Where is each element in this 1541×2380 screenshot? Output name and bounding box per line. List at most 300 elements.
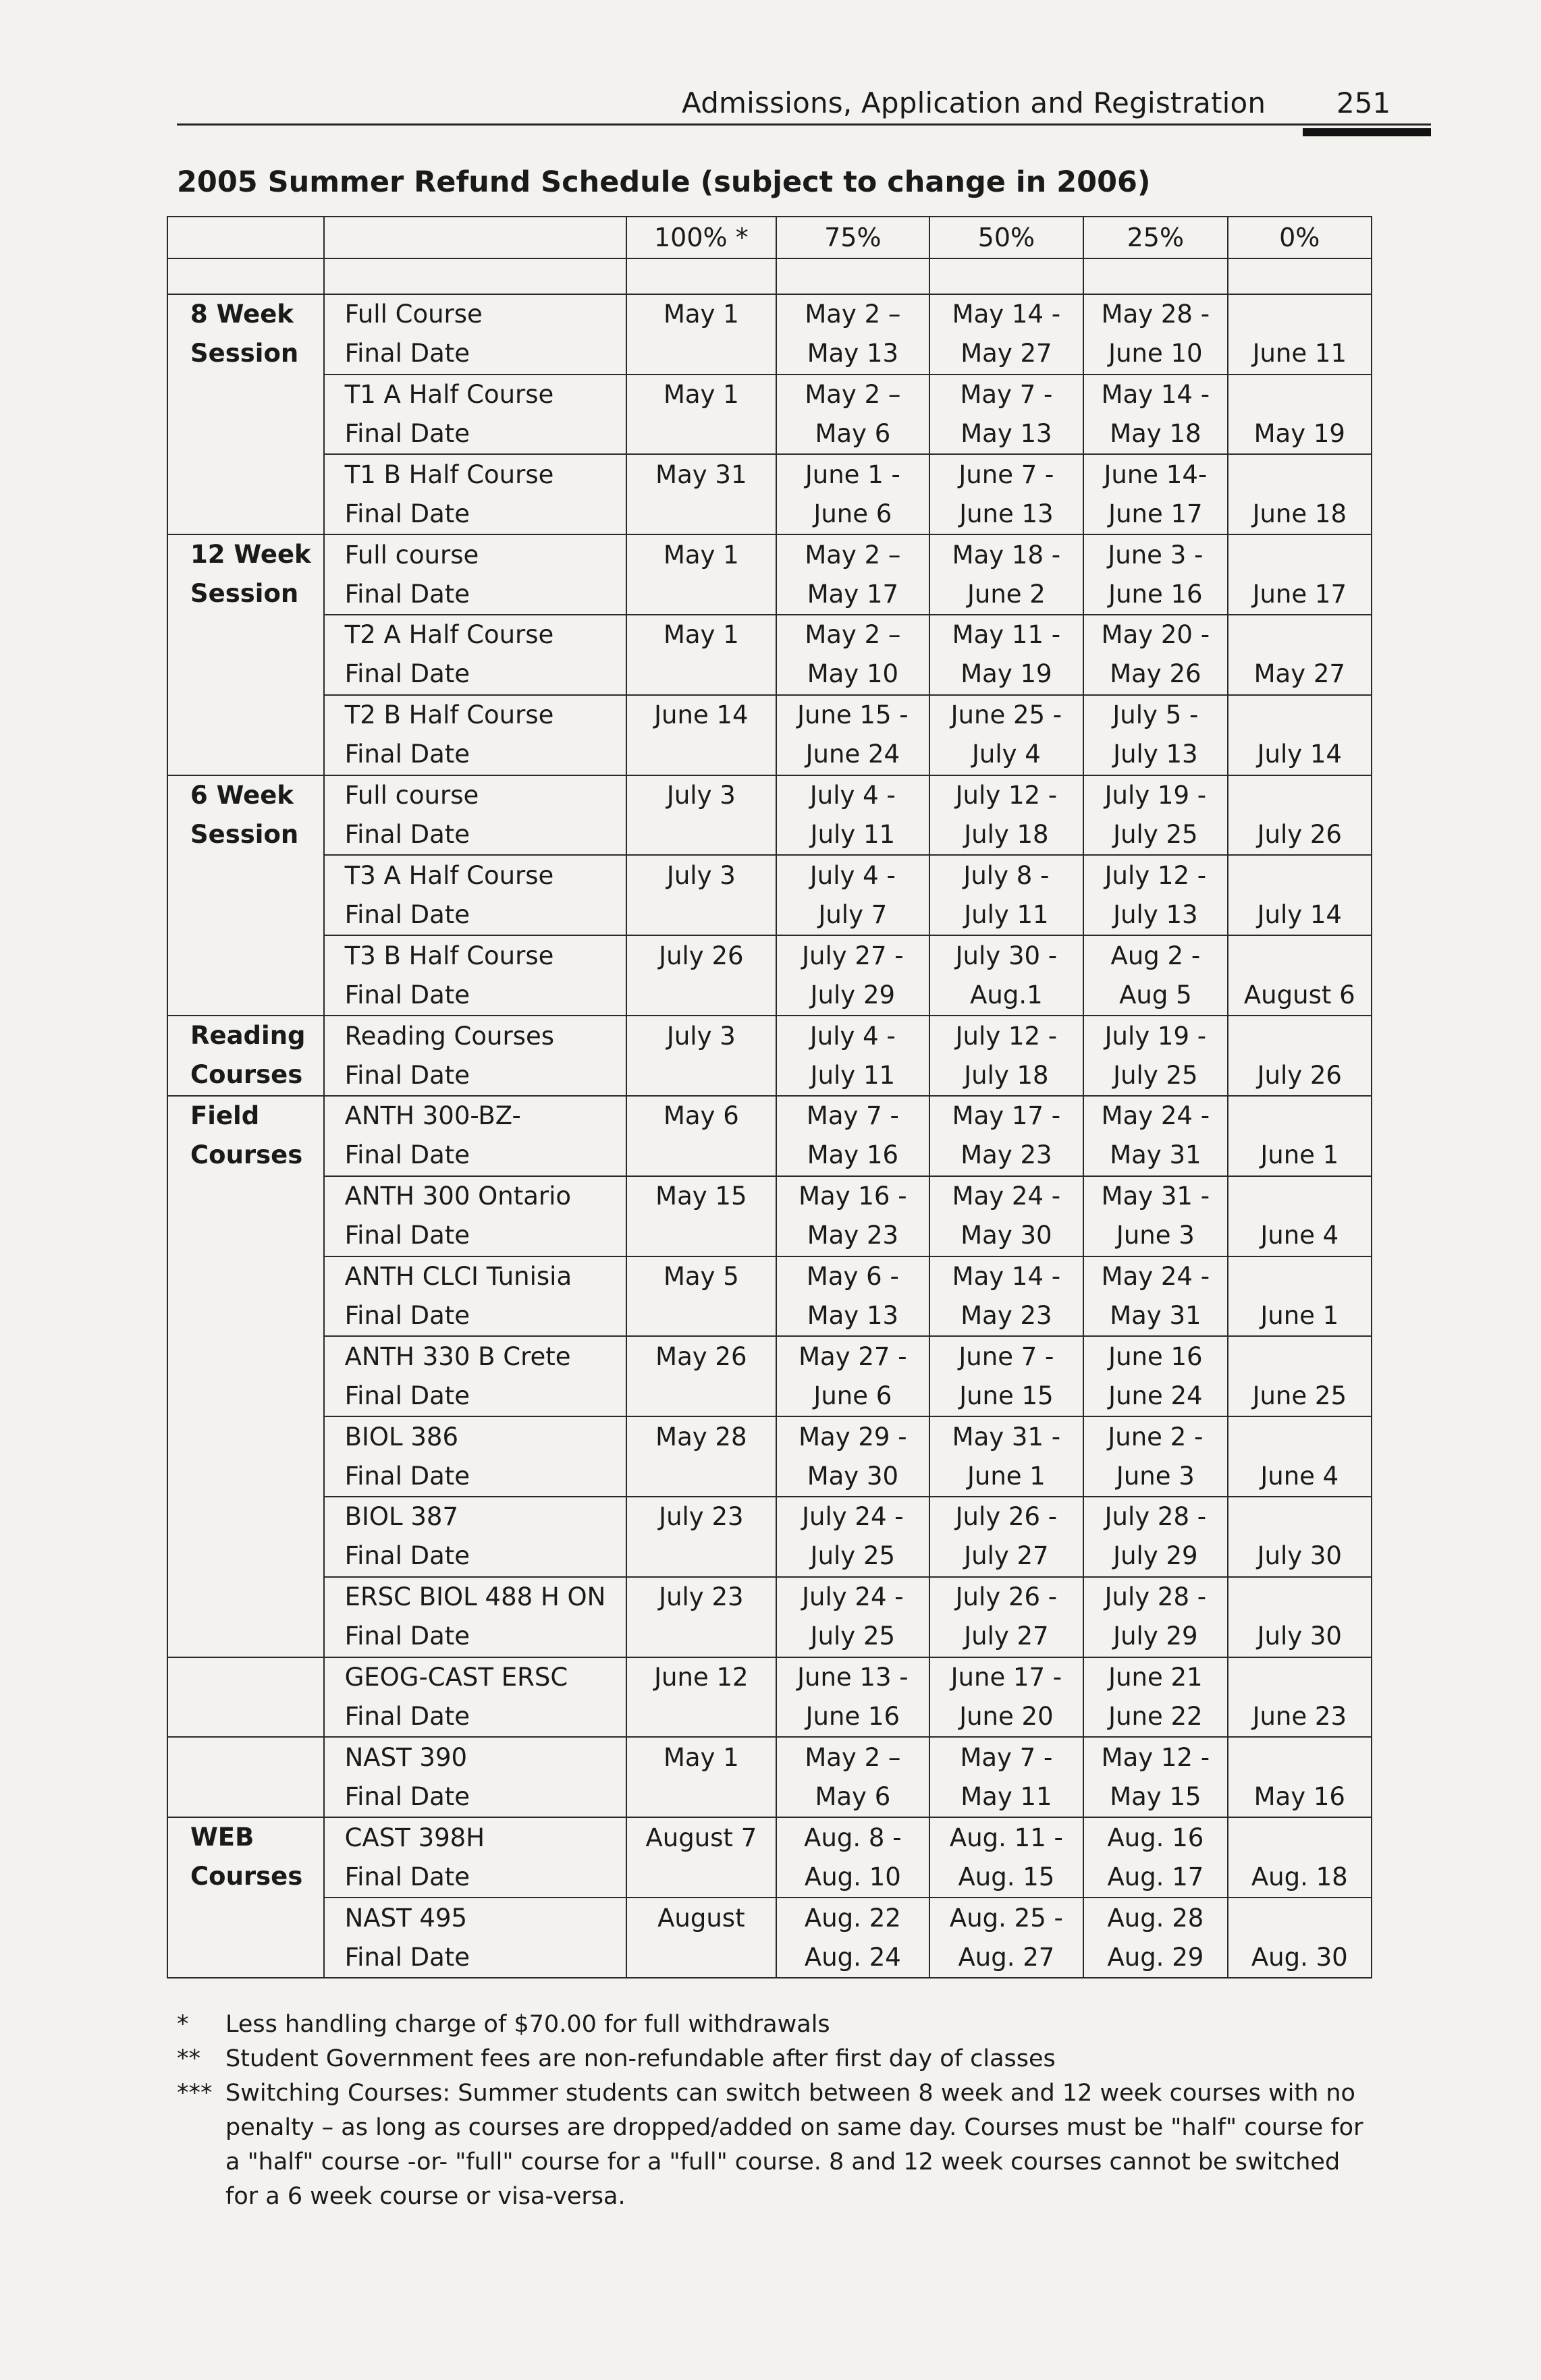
refund-date-p25-line: July 29 xyxy=(1113,1541,1198,1571)
course-name xyxy=(324,1657,626,1738)
refund-date-p0 xyxy=(1228,1416,1372,1497)
refund-date-p50-line: Aug. 11 - xyxy=(949,1823,1063,1852)
refund-date-p50-line: Aug. 27 xyxy=(958,1942,1055,1972)
refund-date-p75-line: May 6 xyxy=(815,419,891,448)
refund-date-p75-line: July 27 - xyxy=(802,941,904,970)
course-name-line: Full Course xyxy=(344,300,483,329)
refund-date-p100-line xyxy=(627,1377,776,1416)
refund-date-p100-line xyxy=(627,495,776,534)
refund-date-p100 xyxy=(626,1737,776,1817)
refund-date-p25-line: July 12 - xyxy=(1104,860,1207,890)
refund-date-p25-line: Aug 2 - xyxy=(1110,941,1201,970)
refund-date-p100 xyxy=(626,935,776,1016)
refund-date-p25-line: June 2 - xyxy=(1108,1422,1204,1451)
refund-date-p75-line: June 24 xyxy=(805,740,900,769)
refund-date-p0 xyxy=(1228,935,1372,1016)
section-label-line: 8 Week xyxy=(190,299,294,329)
refund-date-p25-line: June 3 - xyxy=(1108,540,1204,570)
refund-date-p25-line: May 20 - xyxy=(1101,620,1210,650)
table-row xyxy=(167,1256,1372,1337)
refund-date-p0 xyxy=(1228,1817,1372,1898)
course-name xyxy=(324,615,626,695)
refund-date-p0-line xyxy=(1228,1819,1371,1858)
refund-date-p100-line: May 15 xyxy=(655,1182,747,1211)
course-name-line: Final Date xyxy=(344,1060,470,1090)
running-head: Admissions, Application and Registration xyxy=(682,86,1266,119)
course-name-line: Final Date xyxy=(344,980,470,1009)
refund-date-p100-line: June 14 xyxy=(654,700,749,730)
course-name xyxy=(324,1737,626,1817)
section-label xyxy=(167,1657,324,1738)
refund-date-p75-line: May 2 – xyxy=(805,540,901,570)
course-name-line: Final Date xyxy=(344,1862,470,1891)
refund-date-p100-line: July 23 xyxy=(659,1582,744,1612)
refund-date-p100-line xyxy=(627,1216,776,1255)
refund-date-p25-line: May 18 xyxy=(1110,419,1201,448)
refund-date-p100-line xyxy=(627,1457,776,1496)
refund-date-p75 xyxy=(776,1416,929,1497)
refund-date-p25-line: June 16 xyxy=(1108,579,1203,609)
refund-date-p75 xyxy=(776,375,929,455)
spacer-cell xyxy=(324,258,626,294)
refund-date-p50-line: June 7 - xyxy=(958,1341,1054,1371)
refund-date-p50-line: Aug. 15 xyxy=(958,1862,1055,1891)
refund-date-p50-line: May 7 - xyxy=(960,1742,1053,1772)
footnote-text: Less handling charge of $70.00 for full withdrawals xyxy=(225,2011,830,2038)
refund-date-p100-line xyxy=(627,1777,776,1817)
refund-date-p50 xyxy=(929,1577,1084,1657)
course-name-line: GEOG-CAST ERSC xyxy=(344,1663,568,1692)
course-name-line: NAST 495 xyxy=(344,1903,468,1933)
refund-date-p50-line: June 15 xyxy=(959,1381,1054,1410)
refund-date-p50-line: Aug.1 xyxy=(970,980,1043,1009)
section-label-line: 6 Week xyxy=(190,780,294,810)
refund-date-p25-line: May 24 - xyxy=(1101,1261,1210,1291)
refund-date-p0-line: May 16 xyxy=(1253,1781,1345,1811)
refund-date-p0-line xyxy=(1228,375,1371,414)
refund-date-p50 xyxy=(929,615,1084,695)
refund-date-p75 xyxy=(776,1176,929,1256)
table-row xyxy=(167,1336,1372,1416)
refund-date-p25-line: May 31 - xyxy=(1101,1182,1210,1211)
refund-date-p75 xyxy=(776,534,929,615)
refund-date-p75-line: June 15 - xyxy=(797,700,909,730)
refund-date-p0-line xyxy=(1228,1097,1371,1136)
page-number: 251 xyxy=(1336,86,1391,119)
course-name-line: BIOL 387 xyxy=(344,1502,459,1532)
course-name xyxy=(324,294,626,375)
refund-date-p100-line: May 26 xyxy=(655,1341,747,1371)
table-row xyxy=(167,775,1372,856)
refund-date-p0-line: June 23 xyxy=(1252,1702,1347,1731)
course-name-line: Full course xyxy=(344,540,479,570)
column-header xyxy=(167,217,324,258)
refund-date-p75-line: May 29 - xyxy=(799,1422,907,1451)
refund-date-p50 xyxy=(929,1096,1084,1176)
refund-date-p25 xyxy=(1083,615,1227,695)
refund-date-p25 xyxy=(1083,1176,1227,1256)
refund-date-p0-line xyxy=(1228,1658,1371,1697)
table-row xyxy=(167,1497,1372,1577)
refund-date-p100 xyxy=(626,454,776,534)
refund-date-p75 xyxy=(776,855,929,935)
refund-date-p25-line: May 12 - xyxy=(1101,1742,1210,1772)
course-name xyxy=(324,935,626,1016)
course-name-line: Final Date xyxy=(344,499,470,528)
refund-date-p100 xyxy=(626,1497,776,1577)
refund-date-p100-line: May 1 xyxy=(663,540,739,570)
refund-date-p50 xyxy=(929,534,1084,615)
refund-date-p0-line xyxy=(1228,295,1371,334)
section-label xyxy=(167,1016,324,1096)
refund-date-p25-line: Aug. 16 xyxy=(1107,1823,1204,1852)
refund-date-p100-line: May 6 xyxy=(663,1101,739,1131)
refund-date-p100-line xyxy=(627,1858,776,1897)
refund-date-p75 xyxy=(776,1817,929,1898)
refund-date-p75-line: July 25 xyxy=(810,1541,896,1571)
refund-date-p100-line: July 3 xyxy=(666,1021,736,1051)
course-name-line: ANTH 300-BZ- xyxy=(344,1101,521,1131)
refund-date-p75-line: May 2 – xyxy=(805,380,901,409)
refund-date-p25-line: June 10 xyxy=(1108,339,1203,368)
course-name-line: Full course xyxy=(344,781,479,810)
refund-date-p100 xyxy=(626,1016,776,1096)
refund-date-p0-line xyxy=(1228,1497,1371,1537)
refund-date-p0 xyxy=(1228,1016,1372,1096)
refund-date-p50 xyxy=(929,1497,1084,1577)
refund-date-p0 xyxy=(1228,1256,1372,1337)
refund-date-p100-line xyxy=(627,655,776,694)
table-row xyxy=(167,1737,1372,1817)
refund-date-p100 xyxy=(626,1817,776,1898)
refund-date-p100-line: July 23 xyxy=(659,1502,744,1532)
refund-date-p50-line: July 18 xyxy=(964,820,1049,850)
spacer-cell xyxy=(776,258,929,294)
course-name-line: Final Date xyxy=(344,1461,470,1491)
table-row xyxy=(167,1657,1372,1738)
table-row xyxy=(167,534,1372,615)
refund-date-p100-line xyxy=(627,1697,776,1736)
column-header: 75% xyxy=(776,217,929,258)
footnote-text: Switching Courses: Summer students can switch between 8 week and 12 week courses with no penalty – as long as courses are dropped/added on same day. Courses must be "half" course for a "half" course -or- "full" course for a "full" course. 8 and 12 week courses cannot be switched for a 6 week course or visa-versa. xyxy=(225,2080,1363,2210)
refund-date-p75-line: July 7 xyxy=(818,900,888,929)
refund-date-p75-line: July 24 - xyxy=(802,1502,904,1532)
refund-date-p0 xyxy=(1228,375,1372,455)
course-name-line: NAST 390 xyxy=(344,1742,468,1772)
spacer-row xyxy=(167,258,1372,294)
refund-date-p100 xyxy=(626,1096,776,1176)
refund-date-p25 xyxy=(1083,1096,1227,1176)
spacer-cell xyxy=(167,258,324,294)
section-label-line: Courses xyxy=(190,1862,303,1891)
refund-date-p75 xyxy=(776,615,929,695)
refund-date-p50 xyxy=(929,1336,1084,1416)
refund-date-p25 xyxy=(1083,695,1227,775)
course-name-line: Final Date xyxy=(344,1300,470,1330)
refund-date-p100-line xyxy=(627,1617,776,1656)
spacer-cell xyxy=(626,258,776,294)
refund-date-p0-line: June 1 xyxy=(1260,1140,1339,1170)
refund-date-p50-line: May 23 xyxy=(961,1300,1052,1330)
refund-date-p50-line: May 31 - xyxy=(952,1422,1061,1451)
refund-date-p50-line: July 12 - xyxy=(955,1021,1058,1051)
spacer-cell xyxy=(1228,258,1372,294)
refund-date-p25-line: Aug. 28 xyxy=(1107,1903,1204,1933)
refund-date-p25 xyxy=(1083,375,1227,455)
refund-date-p0-line: July 30 xyxy=(1257,1622,1342,1651)
refund-date-p50 xyxy=(929,1737,1084,1817)
course-name xyxy=(324,1256,626,1337)
refund-date-p25-line: May 31 xyxy=(1110,1300,1201,1330)
course-name-line: Final Date xyxy=(344,1702,470,1731)
course-name xyxy=(324,855,626,935)
refund-date-p100-line: August xyxy=(657,1903,745,1933)
course-name-line: Final Date xyxy=(344,900,470,929)
refund-date-p25-line: July 28 - xyxy=(1104,1582,1207,1612)
refund-date-p25 xyxy=(1083,1817,1227,1898)
table-row xyxy=(167,454,1372,534)
column-header: 100% * xyxy=(626,217,776,258)
refund-date-p50-line: June 13 xyxy=(959,499,1054,528)
refund-date-p100-line xyxy=(627,414,776,453)
refund-date-p100-line: May 1 xyxy=(663,300,739,329)
refund-date-p50 xyxy=(929,1817,1084,1898)
refund-date-p0-line xyxy=(1228,1578,1371,1617)
footnote xyxy=(177,2008,1378,2042)
course-name-line: Final Date xyxy=(344,419,470,448)
column-header: 25% xyxy=(1083,217,1227,258)
refund-date-p0-line xyxy=(1228,536,1371,575)
footnote-mark: ** xyxy=(177,2045,200,2072)
course-name xyxy=(324,534,626,615)
refund-date-p0-line xyxy=(1228,1257,1371,1296)
refund-date-p75-line: June 6 xyxy=(813,1381,892,1410)
refund-date-p75-line: May 2 – xyxy=(805,620,901,650)
course-name-line: T1 A Half Course xyxy=(344,380,554,409)
refund-date-p50 xyxy=(929,454,1084,534)
refund-date-p100-line xyxy=(627,1056,776,1095)
refund-date-p50 xyxy=(929,855,1084,935)
refund-date-p0 xyxy=(1228,1577,1372,1657)
column-header: 50% xyxy=(929,217,1084,258)
refund-date-p100-line: May 5 xyxy=(663,1261,739,1291)
refund-date-p50-line: June 17 - xyxy=(950,1663,1062,1692)
refund-date-p75-line: May 16 - xyxy=(799,1182,907,1211)
refund-date-p0-line xyxy=(1228,1738,1371,1777)
refund-date-p0-line: May 19 xyxy=(1253,419,1345,448)
refund-date-p75-line: May 16 xyxy=(807,1140,899,1170)
refund-date-p0-line: June 1 xyxy=(1260,1300,1339,1330)
refund-date-p0 xyxy=(1228,775,1372,856)
refund-date-p25 xyxy=(1083,935,1227,1016)
refund-date-p100-line: July 3 xyxy=(666,860,736,890)
section-label xyxy=(167,775,324,1016)
section-label xyxy=(167,294,324,534)
refund-date-p0-line: June 4 xyxy=(1260,1461,1339,1491)
section-label-line: Field xyxy=(190,1101,260,1130)
refund-date-p25 xyxy=(1083,1657,1227,1738)
refund-date-p75-line: May 6 - xyxy=(806,1261,899,1291)
table-row xyxy=(167,1817,1372,1898)
refund-date-p0-line xyxy=(1228,1337,1371,1377)
refund-date-p75-line: May 13 xyxy=(807,339,899,368)
spacer-cell xyxy=(1083,258,1227,294)
refund-date-p100-line xyxy=(627,1296,776,1335)
refund-date-p100-line: July 3 xyxy=(666,781,736,810)
course-name-line: T3 B Half Course xyxy=(344,941,554,970)
refund-date-p100 xyxy=(626,1256,776,1337)
course-name-line: ANTH 300 Ontario xyxy=(344,1182,572,1211)
refund-date-p75-line: Aug. 24 xyxy=(804,1942,901,1972)
refund-date-p0 xyxy=(1228,1176,1372,1256)
refund-date-p75-line: July 4 - xyxy=(809,1021,896,1051)
section-label-line: 12 Week xyxy=(190,540,311,570)
refund-date-p100 xyxy=(626,1898,776,1978)
refund-date-p25 xyxy=(1083,1416,1227,1497)
section-label-line: Reading xyxy=(190,1021,306,1051)
refund-date-p50-line: June 20 xyxy=(959,1702,1054,1731)
refund-date-p75-line: July 11 xyxy=(810,1060,896,1090)
refund-date-p25-line: July 13 xyxy=(1113,740,1198,769)
table-row xyxy=(167,1096,1372,1176)
footnote xyxy=(177,2076,1378,2214)
course-name xyxy=(324,1817,626,1898)
refund-date-p100-line: May 31 xyxy=(655,460,747,489)
refund-date-p0-line xyxy=(1228,615,1371,655)
course-name-line: Final Date xyxy=(344,820,470,850)
section-label-line: Session xyxy=(190,579,299,609)
refund-date-p75 xyxy=(776,1256,929,1337)
refund-date-p75-line: May 27 - xyxy=(799,1341,907,1371)
refund-date-p50-line: May 11 - xyxy=(952,620,1061,650)
refund-date-p50-line: May 11 xyxy=(961,1781,1052,1811)
refund-date-p25-line: July 28 - xyxy=(1104,1502,1207,1532)
table-row xyxy=(167,855,1372,935)
refund-date-p100 xyxy=(626,1657,776,1738)
refund-date-p25-line: May 28 - xyxy=(1101,300,1210,329)
refund-date-p0-line: July 30 xyxy=(1257,1541,1342,1571)
refund-date-p50-line: July 11 xyxy=(964,900,1049,929)
refund-date-p25 xyxy=(1083,1737,1227,1817)
refund-date-p25 xyxy=(1083,1016,1227,1096)
refund-date-p0-line: June 25 xyxy=(1252,1381,1347,1410)
course-name xyxy=(324,1898,626,1978)
refund-date-p50-line: Aug. 25 - xyxy=(949,1903,1063,1933)
refund-date-p0 xyxy=(1228,1096,1372,1176)
refund-date-p0 xyxy=(1228,615,1372,695)
refund-date-p0-line xyxy=(1228,776,1371,815)
refund-date-p25-line: June 16 xyxy=(1108,1341,1203,1371)
refund-date-p100 xyxy=(626,775,776,856)
footnotes xyxy=(177,2008,1378,2214)
refund-date-p0-line xyxy=(1228,1418,1371,1457)
refund-date-p75-line: May 10 xyxy=(807,659,899,689)
table-row xyxy=(167,615,1372,695)
refund-date-p75-line: Aug. 10 xyxy=(804,1862,901,1891)
refund-date-p100-line xyxy=(627,1136,776,1175)
refund-date-p50 xyxy=(929,1016,1084,1096)
refund-date-p25 xyxy=(1083,294,1227,375)
refund-date-p100-line xyxy=(627,1537,776,1576)
refund-date-p75-line: June 1 - xyxy=(805,460,900,489)
refund-date-p0 xyxy=(1228,1657,1372,1738)
section-label-line: Session xyxy=(190,819,299,849)
refund-date-p75-line: July 25 xyxy=(810,1622,896,1651)
refund-date-p0-line: July 26 xyxy=(1257,820,1342,850)
refund-date-p25-line: July 25 xyxy=(1113,1060,1198,1090)
refund-date-p50 xyxy=(929,1898,1084,1978)
header-bar xyxy=(1303,128,1431,136)
refund-date-p50 xyxy=(929,1657,1084,1738)
course-name xyxy=(324,1577,626,1657)
refund-date-p25-line: July 19 - xyxy=(1104,1021,1207,1051)
footnote-mark: *** xyxy=(177,2080,213,2107)
refund-date-p75-line: June 6 xyxy=(813,499,892,528)
refund-date-p100-line: July 26 xyxy=(659,941,744,970)
course-name-line: Reading Courses xyxy=(344,1021,554,1051)
refund-date-p100 xyxy=(626,1416,776,1497)
refund-date-p25-line: June 22 xyxy=(1108,1702,1203,1731)
refund-date-p75 xyxy=(776,1016,929,1096)
course-name-line: Final Date xyxy=(344,1622,470,1651)
course-name-line: Final Date xyxy=(344,1140,470,1170)
table-row xyxy=(167,1577,1372,1657)
refund-date-p0 xyxy=(1228,454,1372,534)
refund-date-p0-line xyxy=(1228,1899,1371,1938)
refund-date-p25-line: Aug. 29 xyxy=(1107,1942,1204,1972)
refund-date-p100-line xyxy=(627,735,776,774)
refund-date-p75 xyxy=(776,1096,929,1176)
refund-date-p0-line: June 11 xyxy=(1252,339,1347,368)
refund-date-p25-line: June 17 xyxy=(1108,499,1203,528)
refund-date-p0-line xyxy=(1228,1017,1371,1056)
refund-schedule-table xyxy=(167,216,1372,1978)
refund-date-p0 xyxy=(1228,1336,1372,1416)
refund-date-p0-line xyxy=(1228,937,1371,976)
refund-date-p50-line: May 13 xyxy=(961,419,1052,448)
refund-date-p75 xyxy=(776,1657,929,1738)
section-label-line: WEB xyxy=(190,1823,254,1852)
refund-date-p50-line: June 1 xyxy=(967,1461,1046,1491)
course-name-line: Final Date xyxy=(344,1781,470,1811)
refund-date-p50-line: May 23 xyxy=(961,1140,1052,1170)
refund-date-p50 xyxy=(929,375,1084,455)
table-row xyxy=(167,1416,1372,1497)
refund-date-p50-line: May 14 - xyxy=(952,300,1061,329)
refund-date-p100-line xyxy=(627,1938,776,1977)
header-rule xyxy=(177,123,1431,126)
refund-date-p25-line: May 24 - xyxy=(1101,1101,1210,1131)
refund-date-p100-line: May 28 xyxy=(655,1422,747,1451)
refund-date-p50 xyxy=(929,1416,1084,1497)
refund-date-p100 xyxy=(626,294,776,375)
refund-date-p75-line: May 30 xyxy=(807,1461,899,1491)
course-name xyxy=(324,1336,626,1416)
refund-date-p50-line: July 27 xyxy=(964,1622,1049,1651)
table-row xyxy=(167,935,1372,1016)
spacer-cell xyxy=(929,258,1084,294)
refund-date-p50-line: May 18 - xyxy=(952,540,1061,570)
refund-date-p0-line: Aug. 18 xyxy=(1251,1862,1348,1891)
refund-date-p25-line: May 15 xyxy=(1110,1781,1201,1811)
refund-date-p75-line: May 6 xyxy=(815,1781,891,1811)
refund-date-p100-line xyxy=(627,815,776,854)
refund-date-p0 xyxy=(1228,294,1372,375)
refund-date-p0-line xyxy=(1228,455,1371,495)
refund-date-p50 xyxy=(929,695,1084,775)
refund-date-p25-line: June 21 xyxy=(1108,1663,1203,1692)
refund-date-p100 xyxy=(626,1336,776,1416)
